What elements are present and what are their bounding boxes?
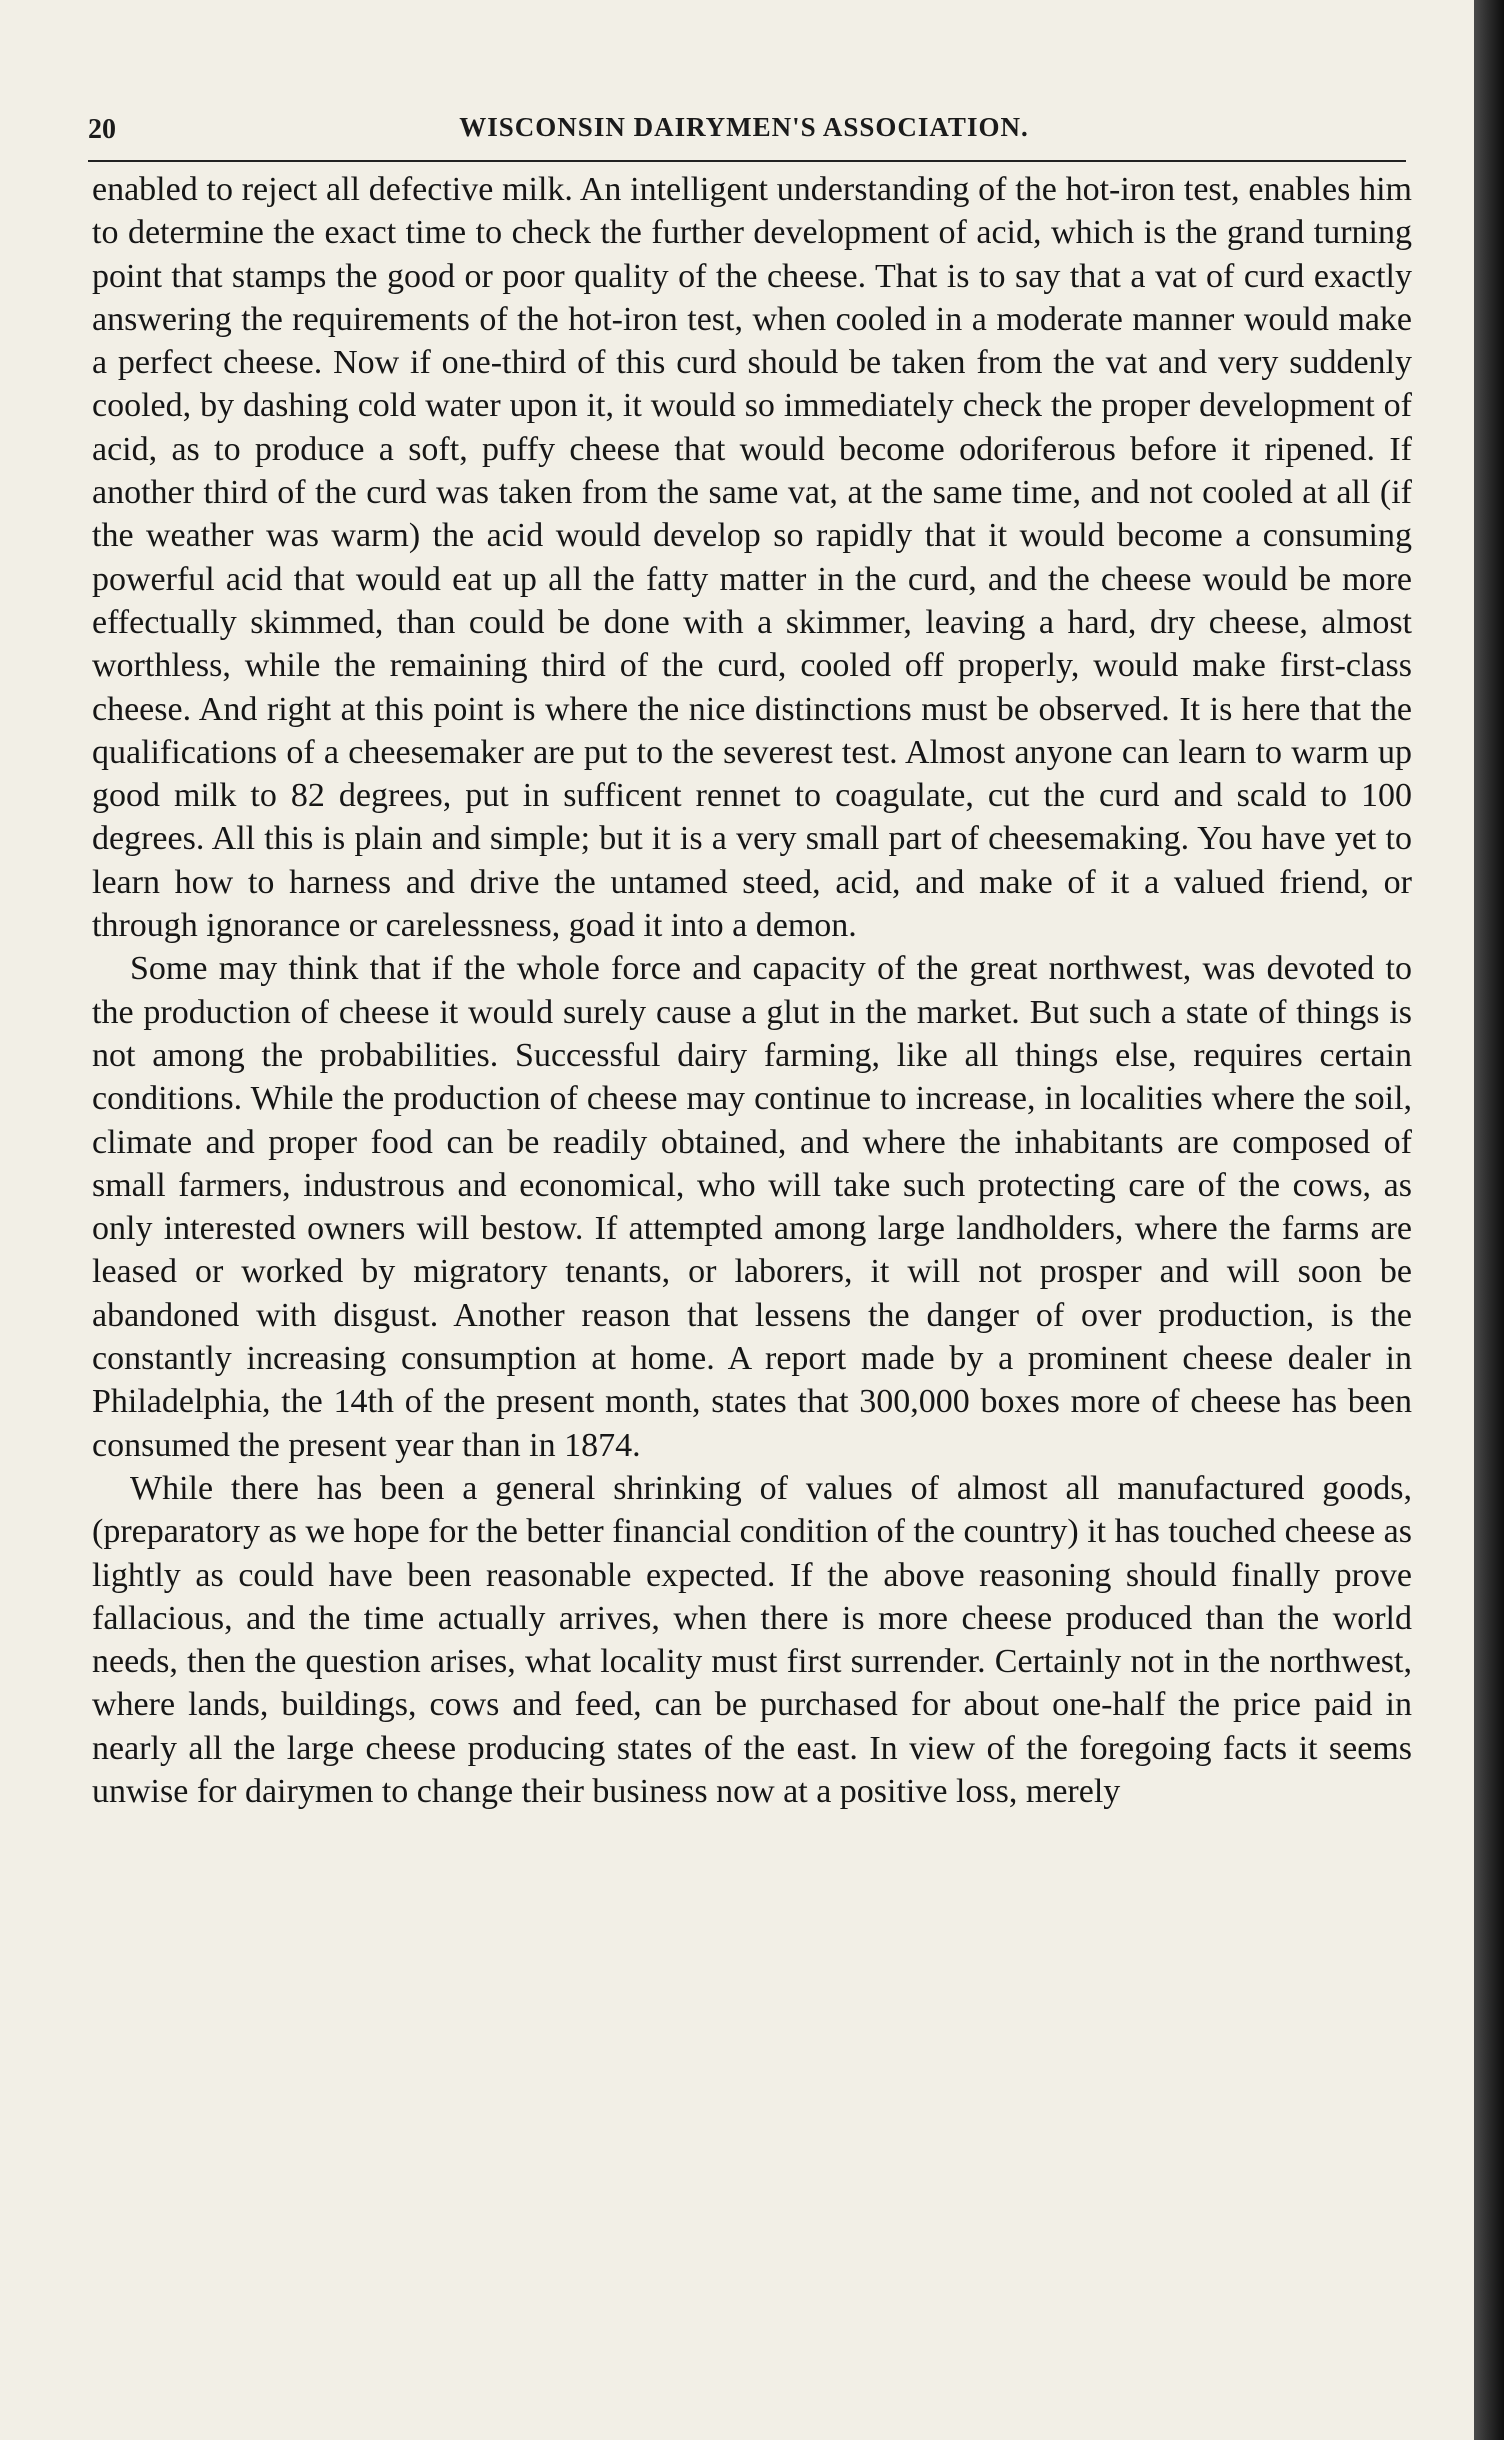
body-text bbox=[92, 168, 1412, 1813]
page-header bbox=[88, 112, 1400, 152]
header-rule bbox=[88, 160, 1406, 162]
page-number: 20 bbox=[88, 114, 116, 145]
book-binding-edge bbox=[1474, 0, 1504, 2440]
paragraph-1: enabled to reject all defective milk. An intelligent understanding of the hot-iron test, enables him to determine the exact time to check the further development of acid, which is the grand turning point that stamps the good or poor quality of the cheese. That is to say that a vat of curd exactly answering the requirements of the hot-iron test, when cooled in a moderate manner would make a perfect cheese. Now if one-third of this curd should be taken from the vat and very suddenly cooled, by dashing cold water upon it, it would so immediately check the proper development of acid, as to produce a soft, puffy cheese that would become odoriferous before it ripened. If another third of the curd was taken from the same vat, at the same time, and not cooled at all (if the weather was warm) the acid would develop so rapidly that it would become a consuming powerful acid that would eat up all the fatty matter in the curd, and the cheese would be more effectually skimmed, than could be done with a skimmer, leaving a hard, dry cheese, almost worthless, while the remaining third of the curd, cooled off properly, would make first-class cheese. And right at this point is where the nice distinctions must be observed. It is here that the qualifications of a cheesemaker are put to the severest test. Almost anyone can learn to warm up good milk to 82 degrees, put in sufficent rennet to coagulate, cut the curd and scald to 100 degrees. All this is plain and simple; but it is a very small part of cheesemaking. You have yet to learn how to harness and drive the untamed steed, acid, and make of it a valued friend, or through ignorance or carelessness, goad it into a demon. bbox=[92, 171, 1412, 945]
running-head: WISCONSIN DAIRYMEN'S ASSOCIATION. bbox=[459, 112, 1029, 142]
paragraph-3: While there has been a general shrinking of values of almost all manufactured goods, (preparatory as we hope for the better financial condition of the country) it has touched cheese as lightly as could have been reasonable expected. If the above reasoning should finally prove fallacious, and the time actually arrives, when there is more cheese produced than the world needs, then the question arises, what locality must first surrender. Certainly not in the northwest, where lands, buildings, cows and feed, can be purchased for about one-half the price paid in nearly all the large cheese producing states of the east. In view of the foregoing facts it seems unwise for dairymen to change their business now at a positive loss, merely bbox=[92, 1469, 1412, 1810]
paragraph-2: Some may think that if the whole force and capacity of the great northwest, was devoted to the production of cheese it would surely cause a glut in the market. But such a state of things is not among the probabilities. Successful dairy farming, like all things else, requires certain conditions. While the production of cheese may continue to increase, in localities where the soil, climate and proper food can be readily obtained, and where the inhabitants are composed of small farmers, industrous and economical, who will take such protecting care of the cows, as only interested owners will bestow. If attempted among large landholders, where the farms are leased or worked by migratory tenants, or laborers, it will not prosper and will soon be abandoned with disgust. Another reason that lessens the danger of over production, is the constantly increasing consumption at home. A report made by a prominent cheese dealer in Philadelphia, the 14th of the present month, states that 300,000 boxes more of cheese has been consumed the present year than in 1874. bbox=[92, 950, 1412, 1464]
